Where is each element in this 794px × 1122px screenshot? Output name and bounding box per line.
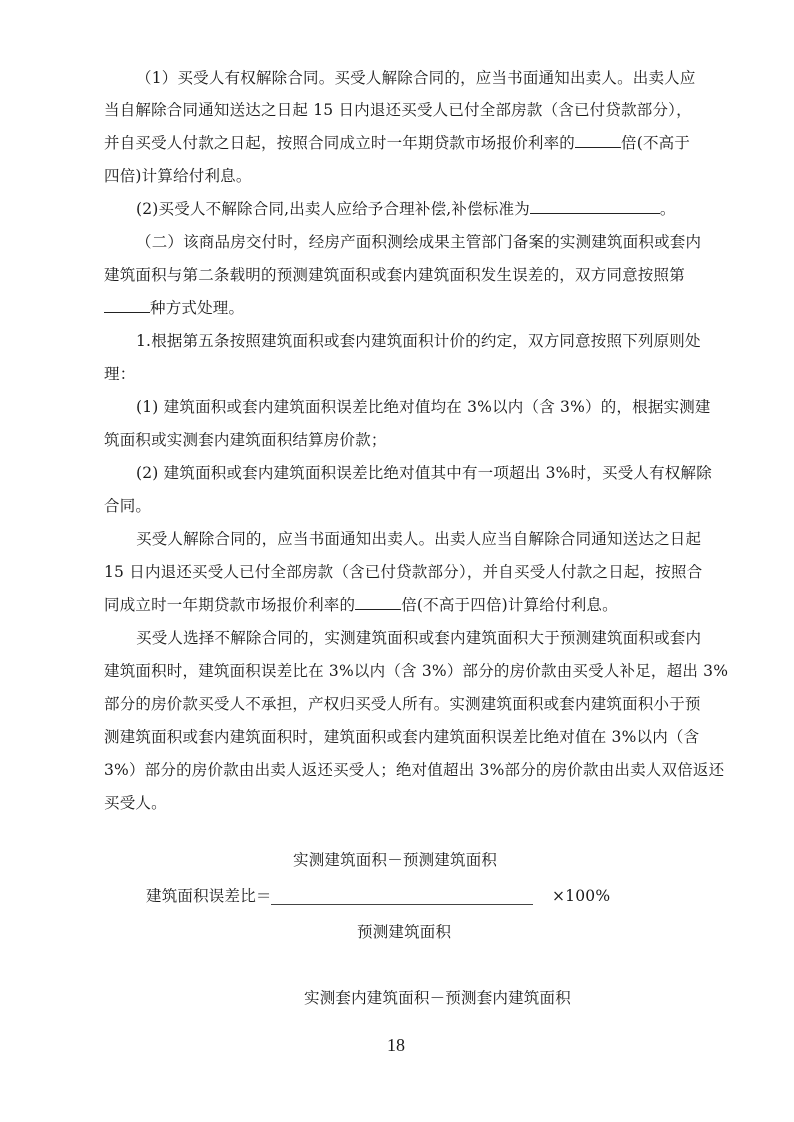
text: 。 bbox=[659, 200, 676, 218]
blank-field[interactable] bbox=[575, 133, 621, 148]
paragraph-5-line-2: 筑面积或实测套内建筑面积结算房价款； bbox=[104, 431, 387, 449]
fraction-bar bbox=[271, 904, 533, 905]
text: 倍(不高于 bbox=[621, 134, 691, 152]
blank-field[interactable] bbox=[104, 298, 150, 313]
paragraph-1-line-1: （1）买受人有权解除合同。买受人解除合同的，应当书面通知出卖人。出卖人应 bbox=[136, 69, 696, 87]
paragraph-8-line-3: 部分的房价款买受人不承担，产权归买受人所有。实测建筑面积或套内建筑面积小于预 bbox=[104, 695, 701, 713]
formula-1-denominator: 预测建筑面积 bbox=[357, 923, 452, 941]
paragraph-6-line-1: (2) 建筑面积或套内建筑面积误差比绝对值其中有一项超出 3%时，买受人有权解除 bbox=[136, 464, 712, 482]
formula-1-label: 建筑面积误差比＝ bbox=[146, 887, 272, 905]
paragraph-7-line-2: 15 日内退还买受人已付全部房款（含已付贷款部分），并自买受人付款之日起，按照合 bbox=[104, 563, 703, 581]
paragraph-3-line-3 bbox=[104, 298, 244, 318]
paragraph-6-line-2: 合同。 bbox=[104, 497, 152, 515]
blank-field[interactable] bbox=[355, 595, 401, 610]
paragraph-7-line-3 bbox=[104, 595, 618, 615]
paragraph-3-line-2: 建筑面积与第二条载明的预测建筑面积或套内建筑面积发生误差的，双方同意按照第 bbox=[104, 266, 685, 284]
text: 种方式处理。 bbox=[150, 299, 245, 317]
formula-2-numerator: 实测套内建筑面积－预测套内建筑面积 bbox=[304, 989, 571, 1007]
paragraph-8-line-4: 测建筑面积或套内建筑面积时，建筑面积或套内建筑面积误差比绝对值在 3%以内（含 bbox=[104, 728, 700, 746]
paragraph-5-line-1: (1) 建筑面积或套内建筑面积误差比绝对值均在 3%以内（含 3%）的，根据实测建 bbox=[136, 398, 711, 416]
paragraph-2-line-1 bbox=[136, 199, 676, 219]
paragraph-8-line-5: 3%）部分的房价款由出卖人返还买受人；绝对值超出 3%部分的房价款由出卖人双倍返还 bbox=[104, 761, 725, 779]
formula-1-numerator: 实测建筑面积－预测建筑面积 bbox=[293, 851, 498, 869]
text: 同成立时一年期贷款市场报价利率的 bbox=[104, 596, 356, 614]
paragraph-8-line-2: 建筑面积时，建筑面积误差比在 3%以内（含 3%）部分的房价款由买受人补足，超出 3% bbox=[104, 662, 729, 680]
paragraph-8-line-6: 买受人。 bbox=[104, 794, 167, 812]
page-number: 18 bbox=[387, 1035, 405, 1055]
paragraph-1-line-4: 四倍)计算给付利息。 bbox=[104, 167, 252, 185]
text: (2)买受人不解除合同,出卖人应给予合理补偿,补偿标准为 bbox=[136, 200, 530, 218]
paragraph-3-line-1: （二）该商品房交付时，经房产面积测绘成果主管部门备案的实测建筑面积或套内 bbox=[136, 233, 702, 251]
paragraph-1-line-3 bbox=[104, 133, 690, 153]
text: 并自买受人付款之日起，按照合同成立时一年期贷款市场报价利率的 bbox=[104, 134, 576, 152]
paragraph-8-line-1: 买受人选择不解除合同的，实测建筑面积或套内建筑面积大于预测建筑面积或套内 bbox=[136, 629, 702, 647]
paragraph-1-line-2: 当自解除合同通知送达之日起 15 日内退还买受人已付全部房款（含已付贷款部分）， bbox=[104, 101, 692, 119]
paragraph-7-line-1: 买受人解除合同的，应当书面通知出卖人。出卖人应当自解除合同通知送达之日起 bbox=[136, 530, 702, 548]
paragraph-4-line-2: 理： bbox=[104, 365, 136, 383]
text: 倍(不高于四倍)计算给付利息。 bbox=[401, 596, 618, 614]
paragraph-4-line-1: 1.根据第五条按照建筑面积或套内建筑面积计价的约定，双方同意按照下列原则处 bbox=[136, 332, 701, 350]
formula-1-multiplier: ×100% bbox=[552, 887, 611, 905]
blank-field[interactable] bbox=[530, 199, 660, 214]
